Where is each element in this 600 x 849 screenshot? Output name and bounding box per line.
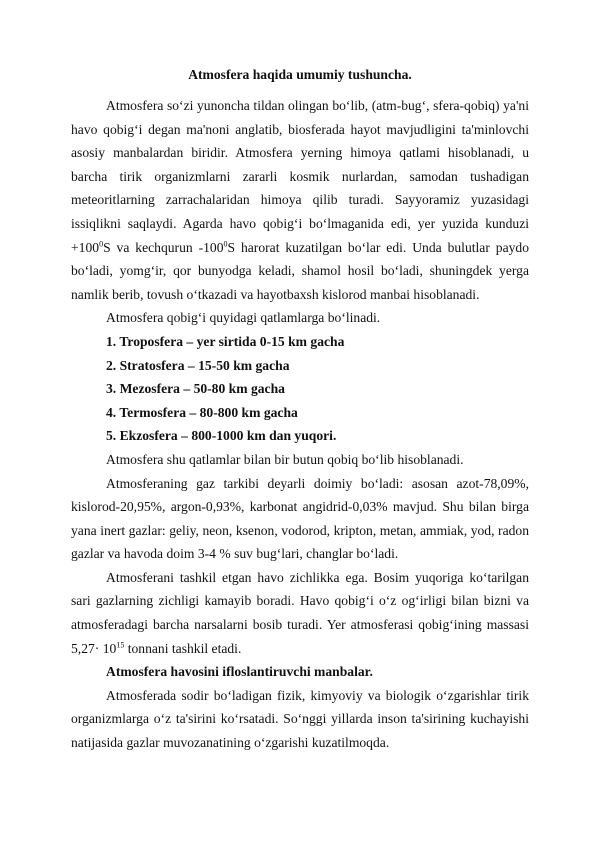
- list-item: 2. Stratosfera – 15-50 km gacha: [106, 357, 290, 373]
- layers-list: [71, 330, 529, 448]
- exponent-sup: 15: [116, 640, 125, 650]
- intro-text-c: S harorat kuzatilgan bo‘lar edi. Unda bulutlar paydo bo‘ladi, yomg‘ir, qor bunyodga keladi, shamol hosil bo‘ladi, shuningdek yerga namlik berib, tovush o‘tkazadi va hayotbaxsh kislorod manbai hisoblanadi.: [71, 239, 529, 302]
- list-item: 1. Troposfera – yer sirtida 0-15 km gacha: [106, 333, 345, 349]
- list-item: 4. Termosfera – 80-800 km gacha: [106, 404, 298, 420]
- intro-text-a: Atmosfera so‘zi yunoncha tildan olingan bo‘lib, (atm-bug‘, sfera-qobiq) ya'ni havo qobig‘i degan ma'noni anglatib, biosferada hayot mavjudligini ta'minlovchi asosiy manbalardan biridir. Atmosfera yerning himoya qatlami hisoblanadi, u barcha tirik organizmlarni zararli kosmik nurlardan, samodan tushadigan meteoritlarning zarrachalaridan himoya qilib turadi. Sayyoramiz yuzasidagi issiqlikni saqlaydi. Agarda havo qobig‘i bo‘lmaganida edi, yer yuzida kunduzi +100: [71, 98, 529, 255]
- pollution-paragraph: Atmosferada sodir bo‘ladigan fizik, kimyoviy va biologik o‘zgarishlar tirik organizmlarga o‘z ta'sirini ko‘rsatadi. So‘nggi yillarda inson ta'sirining kuchayishi natijasida gazlar muvozanatining o‘zgarishi kuzatilmoqda.: [71, 687, 529, 751]
- gas-composition-paragraph: Atmosferaning gaz tarkibi deyarli doimiy bo‘ladi: asosan azot-78,09%, kislorod-20,95%, argon-0,93%, karbonat angidrid-0,03% mavjud. Shu bilan birga yana inert gazlar: geliy, neon, ksenon, vodorod, kripton, metan, ammiak, yod, radon gazlar va havoda doim 3-4 % suv bug‘lari, changlar bo‘ladi.: [71, 475, 529, 562]
- layers-intro-paragraph: Atmosfera qobig‘i quyidagi qatlamlarga bo‘linadi.: [106, 310, 381, 326]
- list-item: 5. Ekzosfera – 800-1000 km dan yuqori.: [106, 428, 337, 444]
- degree-sup-1: 0: [99, 239, 104, 249]
- pollution-subheading: Atmosfera havosini ifloslantiruvchi manbalar.: [106, 664, 373, 680]
- density-paragraph: [71, 566, 529, 660]
- document-body: [71, 64, 529, 755]
- density-text-b: tonnani tashkil etadi.: [124, 640, 242, 656]
- layers-summary-paragraph: Atmosfera shu qatlamlar bilan bir butun qobiq bo‘lib hisoblanadi.: [106, 451, 464, 467]
- document-title: Atmosfera haqida umumiy tushuncha.: [188, 67, 412, 82]
- intro-paragraph: [71, 94, 529, 306]
- intro-text-b: S va kechqurun -100: [103, 239, 224, 255]
- density-text-a: Atmosferani tashkil etgan havo zichlikka ega. Bosim yuqoriga ko‘tarilgan sari gazlarning zichligi kamayib boradi. Havo qobig‘i o‘z og‘irligi bilan bizni va atmosferadagi barcha narsalarni bosib turadi. Yer atmosferasi qobig‘ining massasi 5,27· 10: [71, 569, 529, 656]
- degree-sup-2: 0: [223, 239, 228, 249]
- list-item: 3. Mezosfera – 50-80 km gacha: [106, 381, 285, 397]
